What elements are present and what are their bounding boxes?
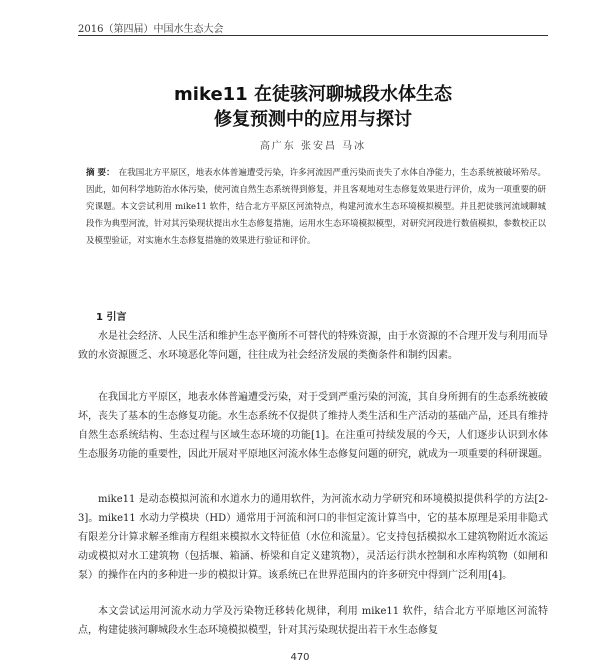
header-rule xyxy=(78,35,548,36)
paper-title-line2: 修复预测中的应用与探讨 xyxy=(214,109,412,130)
abstract-label: 摘 要： xyxy=(86,168,115,178)
paragraph-4: 本文尝试运用河流水动力学及污染物迁移转化规律，利用 mike11 软件，结合北方平原地区河流特点，构建徒骇河聊城段水生态环境模拟模型，针对其污染现状提出若干水生态修复 xyxy=(78,606,548,636)
section-heading-introduction: 1 引言 xyxy=(96,312,127,323)
paragraph-2: 在我国北方平原区，地表水体普遍遭受污染，对于受到严重污染的河流，其自身所拥有的生态系统被破坏，丧失了基本的生态修复功能。水生态系统不仅提供了维持人类生活和生产活动的基础产品，还具有维持自然生态系统结构、生态过程与区域生态环境的功能[1]。在注重可持续发展的今天，人们逐步认识到水体生态服务功能的重要性，因此开展对平原地区河流水体生态修复问题的研究，就成为一项重要的科研课题。 xyxy=(78,392,548,460)
paragraph-1: 水是社会经济、人民生活和维护生态平衡所不可替代的特殊资源，由于水资源的不合理开发与利用而导致的水资源匮乏、水环境恶化等问题，往往成为社会经济发展的类衡条件和制约因素。 xyxy=(78,331,548,361)
page-number: 470 xyxy=(290,652,310,663)
paragraph-3: mike11 是动态模拟河流和水道水力的通用软件，为河流水动力学研究和环境模拟提供科学的方法[2-3]。mike11 水动力学模块（HD）通常用于河流和河口的非恒定流计算当中，它的基本原理是采用非隐式有限差分计算求解圣维南方程组来模拟水文特征值（水位和流量）。它支持包括模拟水工建筑物附近水流运动或模拟对水工建筑物（包括堰、箱涵、桥梁和自定义建筑物），灵活运行洪水控制和水库构筑物（如闸和泵）的操作在内的多种进一步的模拟计算。该系统已在世界范围内的许多研究中得到广泛利用[4]。 xyxy=(78,494,548,581)
abstract xyxy=(86,165,546,250)
paper-title-line1: mike11 在徒骇河聊城段水体生态 xyxy=(174,84,452,105)
abstract-text: 在我国北方平原区，地表水体普遍遭受污染，许多河流因严重污染而丧失了水体自净能力，生态系统被破坏殆尽。因此，如何科学地防治水体污染，使河流自然生态系统得到修复，并且客观地对生态修复效果进行评价，成为一项重要的研究课题。本文尝试利用 mike11 软件，结合北方平原区河流特点，构建河流水生态环境模拟模型。并且把徒骇河流域聊城段作为典型河流，针对其污染现状提出水生态修复措施，运用水生态环境模拟模型，对研究河段进行数值模拟，参数校正以及模型验证，对实施水生态修复措施的效果进行验证和评价。 xyxy=(86,168,546,246)
running-header: 2016（第四届）中国水生态大会 xyxy=(78,24,224,35)
author-list: 高广东 张安昌 马冰 xyxy=(259,141,367,152)
